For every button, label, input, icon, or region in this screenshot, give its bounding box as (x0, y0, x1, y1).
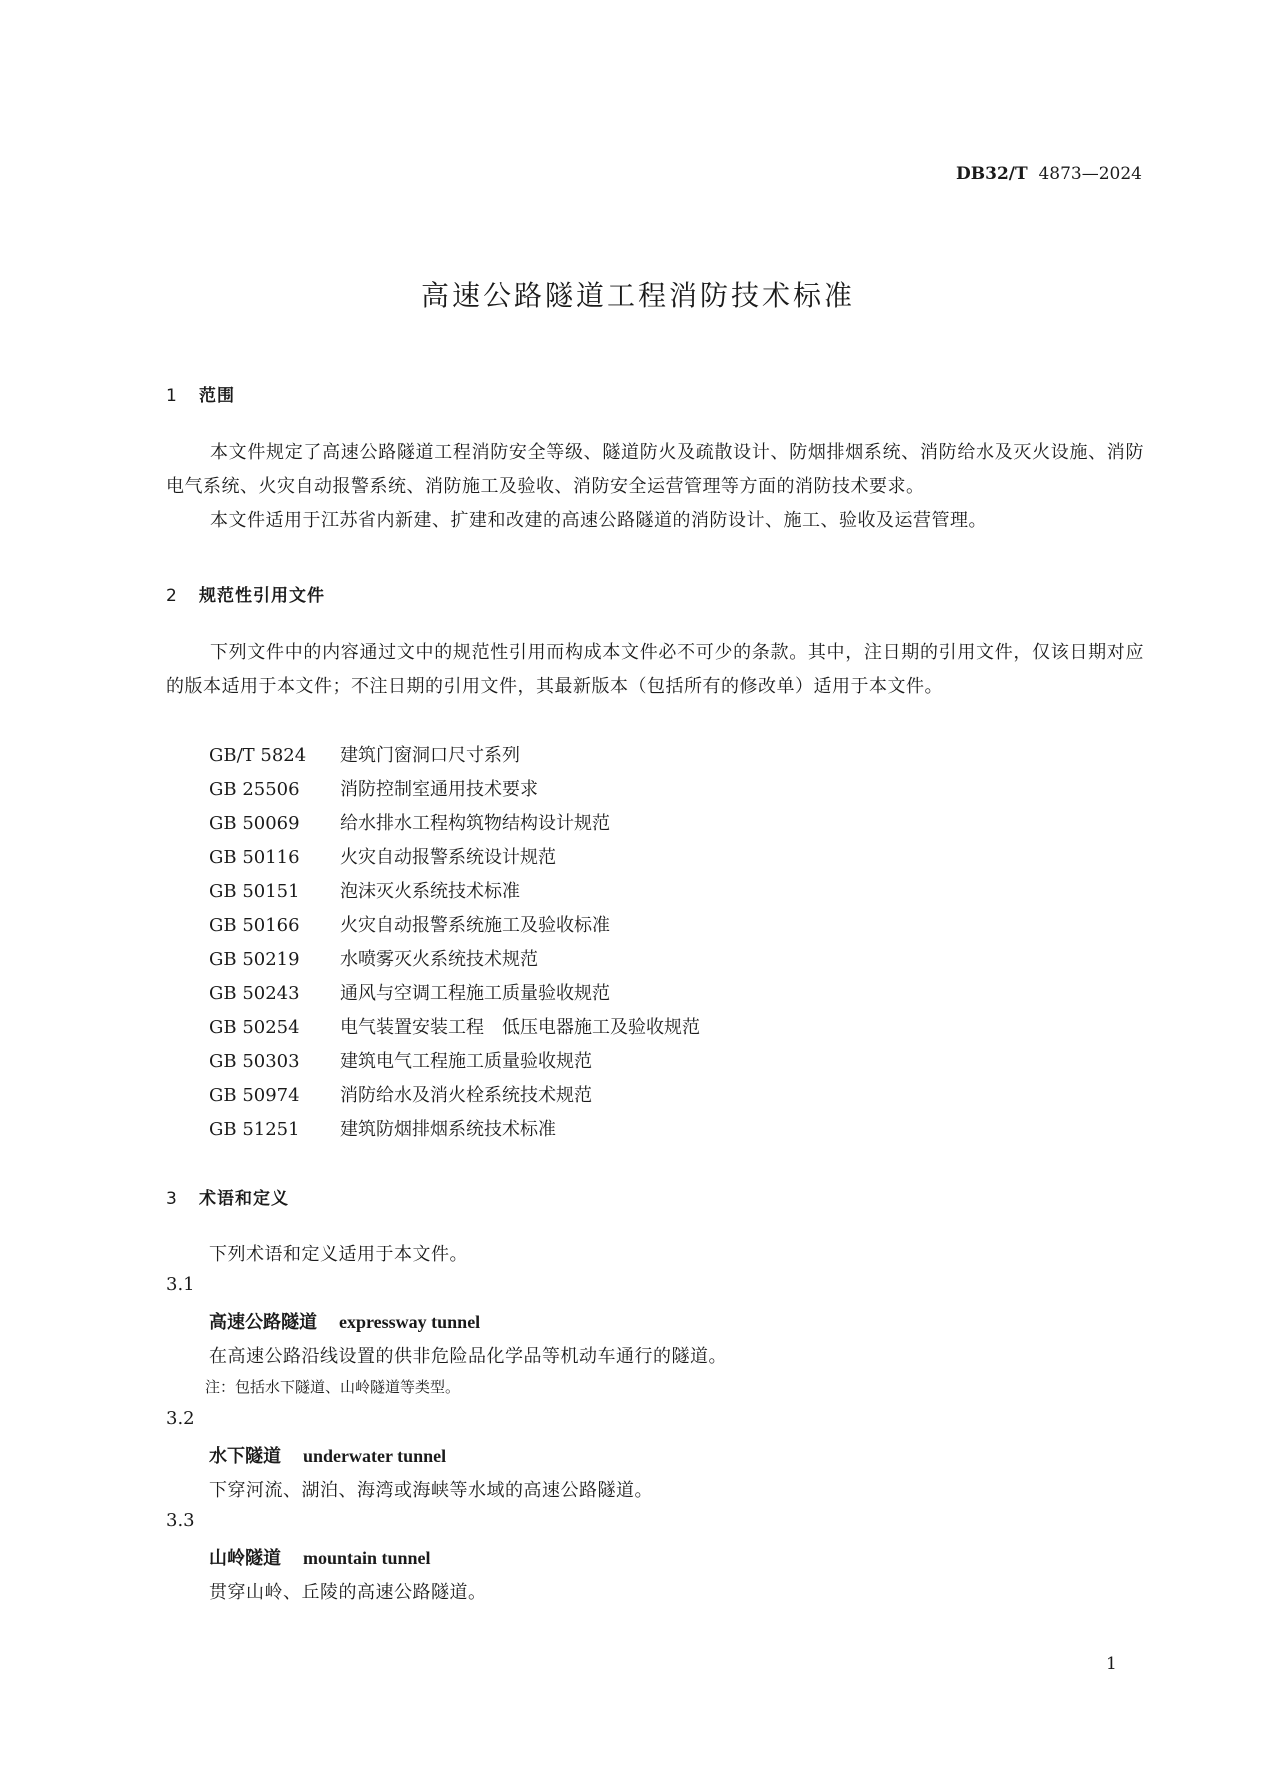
page-number: 1 (1106, 1654, 1117, 1674)
term-number: 3.1 (166, 1274, 195, 1295)
section-number: 3 (166, 1189, 178, 1209)
term-zh: 山岭隧道 (209, 1548, 281, 1569)
reference-name: 火灾自动报警系统设计规范 (340, 847, 556, 868)
reference-code: GB 50254 (209, 1017, 300, 1038)
reference-item (209, 1081, 592, 1107)
reference-name: 建筑门窗洞口尺寸系列 (340, 745, 520, 766)
reference-code: GB/T 5824 (209, 745, 307, 766)
document-code (956, 164, 1142, 184)
reference-name: 火灾自动报警系统施工及验收标准 (340, 915, 610, 936)
term-note: 注：包括水下隧道、山岭隧道等类型。 (205, 1378, 461, 1396)
reference-item (209, 775, 538, 801)
reference-item (209, 979, 610, 1005)
reference-name: 消防给水及消火栓系统技术规范 (340, 1085, 592, 1106)
reference-item (209, 945, 538, 971)
term-en: mountain tunnel (303, 1548, 431, 1568)
section-3-heading (166, 1184, 289, 1209)
reference-code: GB 50303 (209, 1051, 300, 1072)
reference-code: GB 50151 (209, 881, 300, 902)
term-heading (209, 1308, 480, 1334)
section-number: 1 (166, 386, 178, 406)
reference-name: 消防控制室通用技术要求 (340, 779, 538, 800)
reference-item (209, 1047, 592, 1073)
reference-name: 水喷雾灭火系统技术规范 (340, 949, 538, 970)
terms-intro: 下列术语和定义适用于本文件。 (209, 1244, 468, 1265)
reference-item (209, 1013, 700, 1039)
reference-name: 建筑电气工程施工质量验收规范 (340, 1051, 592, 1072)
term-definition: 在高速公路沿线设置的供非危险品化学品等机动车通行的隧道。 (209, 1346, 727, 1367)
reference-code: GB 50243 (209, 983, 300, 1004)
reference-code: GB 50219 (209, 949, 300, 970)
reference-name: 通风与空调工程施工质量验收规范 (340, 983, 610, 1004)
term-zh: 高速公路隧道 (209, 1312, 317, 1333)
reference-code: GB 50166 (209, 915, 300, 936)
reference-code: GB 50069 (209, 813, 300, 834)
reference-code: GB 51251 (209, 1119, 300, 1140)
scope-paragraph-2: 本文件适用于江苏省内新建、扩建和改建的高速公路隧道的消防设计、施工、验收及运营管理。 (210, 510, 987, 531)
term-definition: 贯穿山岭、丘陵的高速公路隧道。 (209, 1582, 487, 1603)
section-1-heading (166, 381, 235, 406)
reference-item (209, 877, 520, 903)
references-intro: 下列文件中的内容通过文中的规范性引用而构成本文件必不可少的条款。其中，注日期的引用文件，仅该日期对应的版本适用于本文件；不注日期的引用文件，其最新版本（包括所有的修改单）适用于本文件。 (166, 642, 1144, 697)
reference-name: 建筑防烟排烟系统技术标准 (340, 1119, 556, 1140)
section-title: 术语和定义 (199, 1189, 289, 1209)
section-title: 规范性引用文件 (199, 586, 325, 606)
term-zh: 水下隧道 (209, 1446, 281, 1467)
reference-code: GB 50116 (209, 847, 300, 868)
reference-name: 电气装置安装工程 低压电器施工及验收规范 (340, 1017, 700, 1038)
section-title: 范围 (199, 386, 235, 406)
reference-name: 泡沫灭火系统技术标准 (340, 881, 520, 902)
term-definition: 下穿河流、湖泊、海湾或海峡等水域的高速公路隧道。 (209, 1480, 653, 1501)
scope-paragraph-1: 本文件规定了高速公路隧道工程消防安全等级、隧道防火及疏散设计、防烟排烟系统、消防给水及灭火设施、消防电气系统、火灾自动报警系统、消防施工及验收、消防安全运营管理等方面的消防技术要求。 (166, 442, 1144, 497)
reference-item (209, 843, 556, 869)
section-number: 2 (166, 586, 178, 606)
document-code-number: 4873—2024 (1038, 164, 1142, 184)
reference-name: 给水排水工程构筑物结构设计规范 (340, 813, 610, 834)
term-heading (209, 1544, 431, 1570)
term-number: 3.3 (166, 1510, 195, 1531)
reference-item (209, 741, 520, 767)
reference-item (209, 1115, 556, 1141)
reference-item (209, 911, 610, 937)
term-heading (209, 1442, 446, 1468)
term-en: expressway tunnel (339, 1312, 481, 1332)
reference-code: GB 50974 (209, 1085, 300, 1106)
section-2-heading (166, 581, 325, 606)
term-en: underwater tunnel (303, 1446, 447, 1466)
reference-item (209, 809, 610, 835)
reference-code: GB 25506 (209, 779, 300, 800)
page-title: 高速公路隧道工程消防技术标准 (420, 279, 855, 312)
document-code-prefix: DB32/T (956, 164, 1028, 184)
term-number: 3.2 (166, 1408, 195, 1429)
